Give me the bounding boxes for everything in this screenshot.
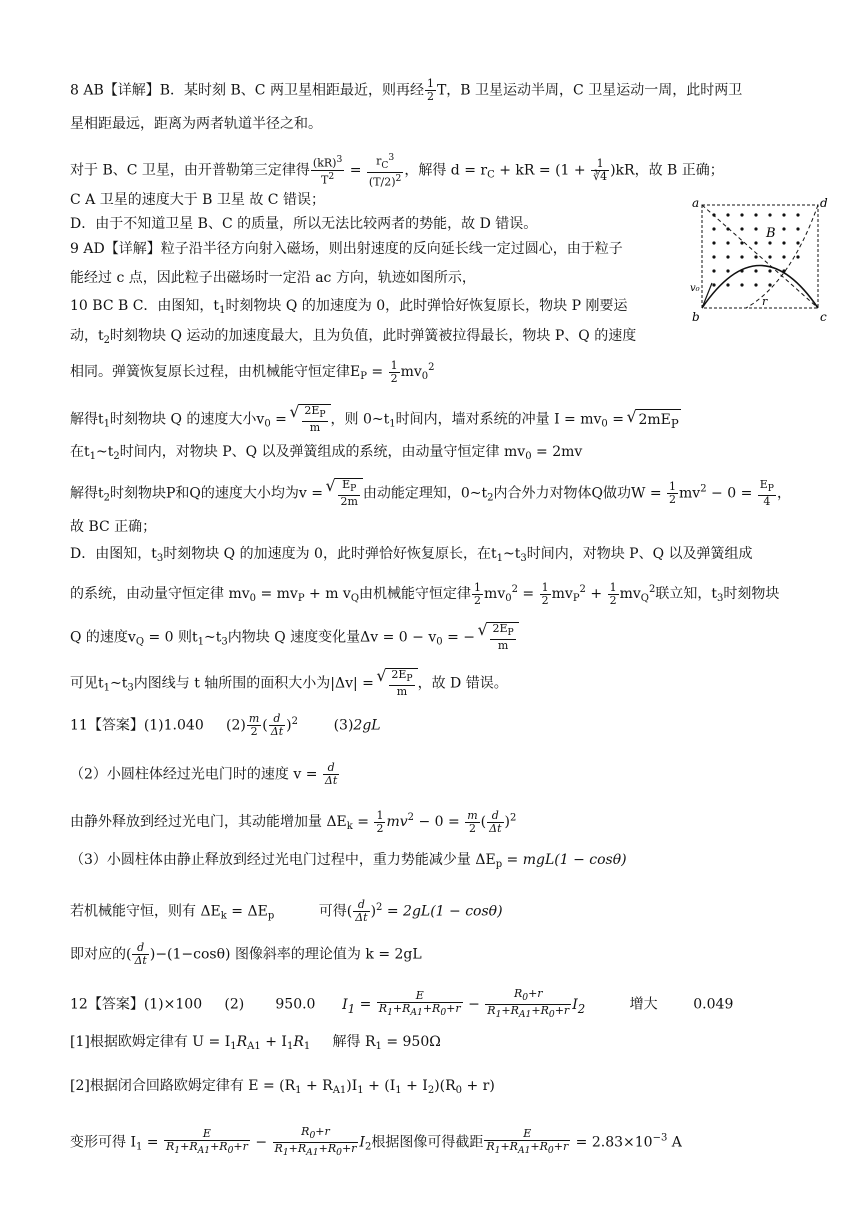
q9-line2: 能经过 c 点，因此粒子出磁场时一定沿 ac 方向，轨迹如图所示，	[70, 270, 476, 286]
q11-line5: 若机械能守恒，则有 $\Delta E_k = \Delta E_p$ 可得( $\frac{d}{\Delta t}$ )$^2$ = 2gL(1 − cosθ)	[70, 898, 503, 925]
q10-line10: Q 的速度$v_Q = 0$ 则$t_1\sim t_3$内物块 Q 速度变化量$\Delta v = 0 - v_0$ = − √ $\frac{2E_P}{m}$	[70, 622, 519, 653]
q10-line4: 解得$t_1$时刻物块 Q 的速度大小$v_0$ = √ $\frac{2E_P}{m}$ ，则 $0\sim t_1$时间内，墙对系统的冲量 $I = mv_0$ = √ $2mE_P$	[70, 404, 681, 435]
q9-line1: 9 AD【详解】粒子沿半径方向射入磁场，则出射速度的反向延长线一定过圆心，由于粒子	[70, 241, 623, 257]
q12-line4: 变形可得 $I_1$ = $\frac{E}{R_1+R_{A1}+R_0+r}$ − $\frac{R_0+r}{R_1+R_{A1}+R_0+r}$ $I_2$根据图像可得截距 $\frac{E}{R_1+R_{A1}+R_0+r}$ = $2.83\times 10^{-3}$ A	[70, 1125, 682, 1159]
label-B: B	[766, 226, 776, 241]
label-a: a	[692, 196, 700, 210]
q11-line4: （3）小圆柱体由静止释放到经过光电门过程中，重力势能减少量 $\Delta E_p = mgL(1 - \cos\theta)$	[70, 852, 627, 870]
magnetic-field-diagram	[690, 193, 830, 323]
q11-line6: 即对应的( $\frac{d}{\Delta t}$ )−(1−cosθ) 图像斜率的理论值为 k = 2gL	[70, 941, 422, 967]
q12-answer: 12【答案】(1)×100 (2) 950.0 $I_1$ = $\frac{E}{R_1+R_{A1}+R_0+r}$ − $\frac{R_0+r}{R_1+R_{A1}+R_0+r}$ $I_2$ 增大 0.049	[70, 987, 734, 1021]
label-d: d	[820, 196, 828, 210]
label-v0: v₀	[690, 283, 700, 294]
q11-line3: 由静外释放到经过光电门，其动能增加量 $\Delta E_k$ = $\frac{1}{2}$ $mv^2 - 0$ = $\frac{m}{2}$ ( $\frac{d}{\Delta t}$ )$^2$	[70, 808, 517, 835]
label-c: c	[820, 310, 827, 323]
q10-line3: 相同。弹簧恢复原长过程，由机械能守恒定律$E_P$ = $\frac{1}{2}$ $mv_0^2$	[70, 358, 435, 385]
q11-answer: 11【答案】(1)1.040 (2) $\frac{m}{2}$ ( $\frac{d}{\Delta t}$ )$^2$ (3)2gL	[70, 712, 381, 739]
q10-line9: 的系统，由动量守恒定律 $mv_0 = mv_P + m$ $v_Q$由机械能守恒定律 $\frac{1}{2}$ $mv_0^2$ = $\frac{1}{2}$ $mv_P^2$ + $\frac{1}{2}$ $mv_Q^2$联立知，$t_3$时刻物块	[70, 580, 780, 607]
q8-line1: 8 AB【详解】B．某时刻 B、C 两卫星相距最近，则再经 $\frac{1}{2}$ T，B 卫星运动半周，C 卫星运动一周，此时两卫	[70, 77, 743, 103]
q8-line4: C A 卫星的速度大于 B 卫星 故 C 错误；	[70, 192, 325, 208]
label-r: r	[762, 295, 768, 308]
q10-line5: 在$t_1\sim t_2$时间内，对物块 P、Q 以及弹簧组成的系统，由动量守恒定律 $mv_0 = 2mv$	[70, 444, 583, 462]
q11-line2: （2）小圆柱体经过光电门时的速度 v = $\frac{d}{\Delta t}$	[70, 761, 338, 787]
q12-line2: [1]根据欧姆定律有 $U = I_1R_{A1} + I_1R_1$ 解得 $R_1 = 950\Omega$	[70, 1034, 441, 1052]
q10-line6: 解得$t_2$时刻物块P和Q的速度大小均为v = √ $\frac{E_P}{2m}$ 由动能定理知，$0\sim t_2$内合外力对物体Q做功W = $\frac{1}{2}$ $mv^2 - 0$ = $\frac{E_P}{4}$ ，	[70, 478, 791, 509]
q10-line7: 故 BC 正确；	[70, 519, 157, 535]
q8-line5: D．由于不知道卫星 B、C 的质量，所以无法比较两者的势能，故 D 错误。	[70, 216, 538, 232]
label-b: b	[692, 310, 700, 323]
q10-line11: 可见$t_1\sim t_3$内图线与 t 轴所围的面积大小为|Δv| = √ $\frac{2E_P}{m}$ ，故 D 错误。	[70, 668, 508, 699]
q10-line2: 动，$t_2$时刻物块 Q 运动的加速度最大，且为负值，此时弹簧被拉得最长，物块 P、Q 的速度	[70, 328, 637, 346]
q8-line2: 星相距最远，距离为两者轨道半径之和。	[70, 116, 322, 132]
q10-line1: 10 BC B C．由图知，$t_1$时刻物块 Q 的加速度为 0，此时弹恰好恢复原长，物块 P 刚要运	[70, 298, 628, 316]
q12-line3: [2]根据闭合回路欧姆定律有 $E = (R_1 + R_{A1})I_1 + (I_1 + I_2)(R_0 + r)$	[70, 1078, 495, 1096]
q10-line8: D．由图知，$t_3$时刻物块 Q 的加速度为 0，此时弹恰好恢复原长，在$t_1\sim t_3$时间内，对物块 P、Q 以及弹簧组成	[70, 546, 753, 564]
q8-kepler-line: 对于 B、C 卫星，由开普勒第三定律得 $\frac{(kR)^3}{T^2}$ = $\frac{r_C^3}{(T/2)^2}$ ，解得 $d = r_C$ + kR = (1 + $\frac{1}{∛4}$ )kR，故 B 正确；	[70, 152, 724, 189]
